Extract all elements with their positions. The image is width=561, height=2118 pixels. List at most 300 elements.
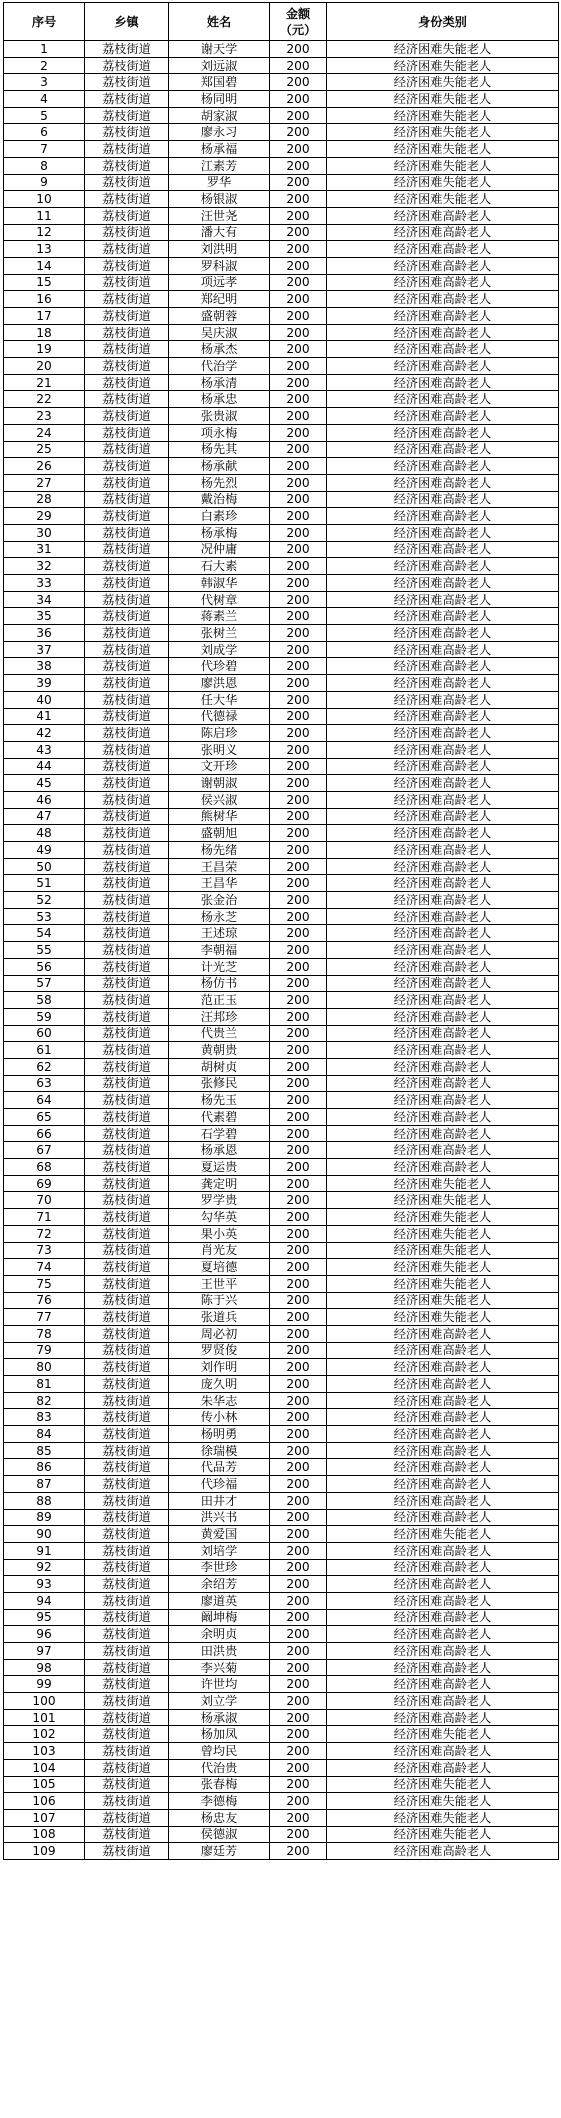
cell-amount: 200 <box>270 341 327 358</box>
cell-category: 经济困难失能老人 <box>327 174 559 191</box>
table-row <box>4 1225 559 1242</box>
table-row <box>4 1192 559 1209</box>
cell-category: 经济困难高龄老人 <box>327 207 559 224</box>
table-row <box>4 508 559 525</box>
table-row <box>4 458 559 475</box>
cell-index: 33 <box>4 575 85 592</box>
cell-category: 经济困难高龄老人 <box>327 625 559 642</box>
cell-category: 经济困难高龄老人 <box>327 725 559 742</box>
cell-index: 71 <box>4 1209 85 1226</box>
table-row <box>4 1109 559 1126</box>
cell-index: 31 <box>4 541 85 558</box>
cell-index: 91 <box>4 1542 85 1559</box>
cell-index: 94 <box>4 1592 85 1609</box>
cell-index: 27 <box>4 474 85 491</box>
cell-index: 6 <box>4 124 85 141</box>
table-row <box>4 441 559 458</box>
cell-town: 荔枝街道 <box>85 1609 169 1626</box>
cell-town: 荔枝街道 <box>85 1259 169 1276</box>
cell-amount: 200 <box>270 157 327 174</box>
cell-index: 17 <box>4 308 85 325</box>
cell-amount: 200 <box>270 1693 327 1710</box>
cell-category: 经济困难失能老人 <box>327 1526 559 1543</box>
cell-name: 廖道英 <box>169 1592 270 1609</box>
cell-category: 经济困难高龄老人 <box>327 1042 559 1059</box>
cell-category: 经济困难高龄老人 <box>327 992 559 1009</box>
table-row <box>4 858 559 875</box>
table-row <box>4 1209 559 1226</box>
cell-town: 荔枝街道 <box>85 625 169 642</box>
cell-category: 经济困难高龄老人 <box>327 274 559 291</box>
cell-town: 荔枝街道 <box>85 1492 169 1509</box>
cell-name: 杨承杰 <box>169 341 270 358</box>
cell-amount: 200 <box>270 992 327 1009</box>
cell-name: 罗贤俊 <box>169 1342 270 1359</box>
cell-town: 荔枝街道 <box>85 1776 169 1793</box>
table-row <box>4 1609 559 1626</box>
cell-name: 张明义 <box>169 741 270 758</box>
cell-name: 任大华 <box>169 691 270 708</box>
header-row <box>4 3 559 41</box>
cell-category: 经济困难高龄老人 <box>327 1109 559 1126</box>
cell-amount: 200 <box>270 1609 327 1626</box>
cell-amount: 200 <box>270 1776 327 1793</box>
table-row <box>4 1759 559 1776</box>
cell-amount: 200 <box>270 608 327 625</box>
cell-name: 杨先烈 <box>169 474 270 491</box>
cell-index: 107 <box>4 1809 85 1826</box>
table-row <box>4 1025 559 1042</box>
cell-category: 经济困难失能老人 <box>327 1726 559 1743</box>
cell-name: 计光芝 <box>169 958 270 975</box>
cell-amount: 200 <box>270 975 327 992</box>
cell-amount: 200 <box>270 1659 327 1676</box>
cell-index: 96 <box>4 1626 85 1643</box>
cell-category: 经济困难高龄老人 <box>327 341 559 358</box>
cell-category: 经济困难高龄老人 <box>327 875 559 892</box>
cell-name: 杨永芝 <box>169 908 270 925</box>
cell-town: 荔枝街道 <box>85 1342 169 1359</box>
cell-category: 经济困难高龄老人 <box>327 1592 559 1609</box>
cell-name: 阚坤梅 <box>169 1609 270 1626</box>
cell-index: 72 <box>4 1225 85 1242</box>
cell-town: 荔枝街道 <box>85 875 169 892</box>
cell-amount: 200 <box>270 474 327 491</box>
cell-town: 荔枝街道 <box>85 1659 169 1676</box>
cell-category: 经济困难高龄老人 <box>327 541 559 558</box>
cell-amount: 200 <box>270 1309 327 1326</box>
cell-name: 代德禄 <box>169 708 270 725</box>
cell-index: 64 <box>4 1092 85 1109</box>
cell-amount: 200 <box>270 491 327 508</box>
cell-category: 经济困难失能老人 <box>327 1192 559 1209</box>
cell-name: 杨加凤 <box>169 1726 270 1743</box>
table-row <box>4 1826 559 1843</box>
cell-amount: 200 <box>270 1159 327 1176</box>
cell-index: 88 <box>4 1492 85 1509</box>
table-row <box>4 324 559 341</box>
table-row <box>4 424 559 441</box>
cell-town: 荔枝街道 <box>85 541 169 558</box>
cell-category: 经济困难失能老人 <box>327 1292 559 1309</box>
cell-town: 荔枝街道 <box>85 374 169 391</box>
cell-index: 60 <box>4 1025 85 1042</box>
cell-town: 荔枝街道 <box>85 992 169 1009</box>
cell-town: 荔枝街道 <box>85 1693 169 1710</box>
table-row <box>4 1776 559 1793</box>
cell-index: 78 <box>4 1325 85 1342</box>
cell-index: 86 <box>4 1459 85 1476</box>
cell-category: 经济困难高龄老人 <box>327 1559 559 1576</box>
cell-category: 经济困难高龄老人 <box>327 1125 559 1142</box>
table-row <box>4 1726 559 1743</box>
cell-category: 经济困难高龄老人 <box>327 391 559 408</box>
cell-category: 经济困难高龄老人 <box>327 491 559 508</box>
table-row <box>4 1542 559 1559</box>
cell-town: 荔枝街道 <box>85 1175 169 1192</box>
table-row <box>4 558 559 575</box>
cell-town: 荔枝街道 <box>85 1442 169 1459</box>
cell-index: 53 <box>4 908 85 925</box>
cell-amount: 200 <box>270 391 327 408</box>
cell-name: 蒋素兰 <box>169 608 270 625</box>
cell-town: 荔枝街道 <box>85 1743 169 1760</box>
table-row <box>4 875 559 892</box>
cell-index: 21 <box>4 374 85 391</box>
cell-town: 荔枝街道 <box>85 775 169 792</box>
table-row <box>4 842 559 859</box>
table-row <box>4 1309 559 1326</box>
cell-town: 荔枝街道 <box>85 791 169 808</box>
cell-category: 经济困难高龄老人 <box>327 608 559 625</box>
table-row <box>4 391 559 408</box>
cell-name: 田井才 <box>169 1492 270 1509</box>
cell-name: 谢朝淑 <box>169 775 270 792</box>
cell-category: 经济困难高龄老人 <box>327 224 559 241</box>
cell-name: 代治贵 <box>169 1759 270 1776</box>
cell-amount: 200 <box>270 1376 327 1393</box>
cell-category: 经济困难高龄老人 <box>327 408 559 425</box>
cell-town: 荔枝街道 <box>85 575 169 592</box>
table-row <box>4 725 559 742</box>
cell-index: 19 <box>4 341 85 358</box>
cell-index: 1 <box>4 41 85 58</box>
cell-index: 73 <box>4 1242 85 1259</box>
table-row <box>4 1175 559 1192</box>
table-row <box>4 708 559 725</box>
cell-index: 16 <box>4 291 85 308</box>
table-row <box>4 1058 559 1075</box>
table-row <box>4 41 559 58</box>
cell-amount: 200 <box>270 1008 327 1025</box>
cell-index: 83 <box>4 1409 85 1426</box>
cell-town: 荔枝街道 <box>85 57 169 74</box>
cell-town: 荔枝街道 <box>85 691 169 708</box>
cell-name: 刘洪明 <box>169 241 270 258</box>
cell-index: 25 <box>4 441 85 458</box>
cell-amount: 200 <box>270 541 327 558</box>
cell-town: 荔枝街道 <box>85 1793 169 1810</box>
cell-name: 杨承献 <box>169 458 270 475</box>
cell-category: 经济困难高龄老人 <box>327 291 559 308</box>
cell-town: 荔枝街道 <box>85 558 169 575</box>
cell-town: 荔枝街道 <box>85 1409 169 1426</box>
cell-town: 荔枝街道 <box>85 1426 169 1443</box>
cell-category: 经济困难失能老人 <box>327 157 559 174</box>
cell-amount: 200 <box>270 141 327 158</box>
cell-index: 50 <box>4 858 85 875</box>
cell-amount: 200 <box>270 1192 327 1209</box>
cell-amount: 200 <box>270 1576 327 1593</box>
cell-town: 荔枝街道 <box>85 308 169 325</box>
cell-category: 经济困难高龄老人 <box>327 257 559 274</box>
table-row <box>4 1042 559 1059</box>
table-row <box>4 658 559 675</box>
table-row <box>4 1643 559 1660</box>
cell-category: 经济困难高龄老人 <box>327 1626 559 1643</box>
cell-town: 荔枝街道 <box>85 1192 169 1209</box>
cell-category: 经济困难高龄老人 <box>327 575 559 592</box>
cell-town: 荔枝街道 <box>85 1809 169 1826</box>
cell-name: 杨明勇 <box>169 1426 270 1443</box>
cell-name: 张道兵 <box>169 1309 270 1326</box>
table-row <box>4 107 559 124</box>
cell-town: 荔枝街道 <box>85 708 169 725</box>
cell-index: 28 <box>4 491 85 508</box>
cell-amount: 200 <box>270 675 327 692</box>
cell-index: 57 <box>4 975 85 992</box>
cell-index: 22 <box>4 391 85 408</box>
cell-category: 经济困难高龄老人 <box>327 1092 559 1109</box>
cell-category: 经济困难高龄老人 <box>327 892 559 909</box>
cell-amount: 200 <box>270 274 327 291</box>
cell-category: 经济困难失能老人 <box>327 141 559 158</box>
cell-name: 谢天学 <box>169 41 270 58</box>
cell-town: 荔枝街道 <box>85 1008 169 1025</box>
header-index: 序号 <box>4 3 85 41</box>
cell-amount: 200 <box>270 1459 327 1476</box>
cell-amount: 200 <box>270 725 327 742</box>
cell-index: 23 <box>4 408 85 425</box>
cell-amount: 200 <box>270 942 327 959</box>
cell-town: 荔枝街道 <box>85 892 169 909</box>
cell-town: 荔枝街道 <box>85 1376 169 1393</box>
table-row <box>4 958 559 975</box>
cell-name: 刘成学 <box>169 641 270 658</box>
cell-name: 李兴菊 <box>169 1659 270 1676</box>
table-row <box>4 758 559 775</box>
cell-index: 62 <box>4 1058 85 1075</box>
cell-town: 荔枝街道 <box>85 1225 169 1242</box>
table-row <box>4 1259 559 1276</box>
cell-index: 70 <box>4 1192 85 1209</box>
table-row <box>4 975 559 992</box>
cell-index: 11 <box>4 207 85 224</box>
table-row <box>4 174 559 191</box>
cell-amount: 200 <box>270 658 327 675</box>
cell-index: 103 <box>4 1743 85 1760</box>
cell-index: 97 <box>4 1643 85 1660</box>
cell-amount: 200 <box>270 1392 327 1409</box>
cell-category: 经济困难失能老人 <box>327 1793 559 1810</box>
cell-town: 荔枝街道 <box>85 1242 169 1259</box>
cell-town: 荔枝街道 <box>85 1042 169 1059</box>
cell-index: 54 <box>4 925 85 942</box>
table-row <box>4 1125 559 1142</box>
table-row <box>4 1592 559 1609</box>
cell-category: 经济困难高龄老人 <box>327 474 559 491</box>
cell-category: 经济困难高龄老人 <box>327 591 559 608</box>
cell-index: 40 <box>4 691 85 708</box>
cell-index: 8 <box>4 157 85 174</box>
cell-town: 荔枝街道 <box>85 1643 169 1660</box>
cell-town: 荔枝街道 <box>85 341 169 358</box>
cell-amount: 200 <box>270 1726 327 1743</box>
cell-amount: 200 <box>270 424 327 441</box>
table-row <box>4 207 559 224</box>
cell-index: 109 <box>4 1843 85 1860</box>
cell-town: 荔枝街道 <box>85 1843 169 1860</box>
cell-name: 况仲庸 <box>169 541 270 558</box>
cell-name: 张贵淑 <box>169 408 270 425</box>
table-row <box>4 74 559 91</box>
cell-name: 杨仿书 <box>169 975 270 992</box>
cell-category: 经济困难失能老人 <box>327 107 559 124</box>
cell-amount: 200 <box>270 324 327 341</box>
cell-name: 侯兴淑 <box>169 791 270 808</box>
cell-town: 荔枝街道 <box>85 1759 169 1776</box>
cell-amount: 200 <box>270 458 327 475</box>
cell-category: 经济困难高龄老人 <box>327 925 559 942</box>
cell-name: 杨承福 <box>169 141 270 158</box>
cell-town: 荔枝街道 <box>85 107 169 124</box>
cell-town: 荔枝街道 <box>85 241 169 258</box>
cell-amount: 200 <box>270 958 327 975</box>
cell-name: 陈启珍 <box>169 725 270 742</box>
table-body <box>4 41 559 1860</box>
cell-category: 经济困难失能老人 <box>327 1242 559 1259</box>
cell-town: 荔枝街道 <box>85 124 169 141</box>
cell-category: 经济困难高龄老人 <box>327 908 559 925</box>
table-row <box>4 1676 559 1693</box>
table-row <box>4 641 559 658</box>
table-row <box>4 1626 559 1643</box>
header-category: 身份类别 <box>327 3 559 41</box>
cell-town: 荔枝街道 <box>85 324 169 341</box>
cell-name: 盛朝旭 <box>169 825 270 842</box>
table-row <box>4 1709 559 1726</box>
cell-category: 经济困难失能老人 <box>327 1826 559 1843</box>
cell-index: 106 <box>4 1793 85 1810</box>
header-town: 乡镇 <box>85 3 169 41</box>
cell-amount: 200 <box>270 1209 327 1226</box>
cell-amount: 200 <box>270 91 327 108</box>
cell-amount: 200 <box>270 191 327 208</box>
table-row <box>4 825 559 842</box>
cell-town: 荔枝街道 <box>85 1109 169 1126</box>
cell-name: 代贵兰 <box>169 1025 270 1042</box>
cell-name: 代素碧 <box>169 1109 270 1126</box>
cell-town: 荔枝街道 <box>85 458 169 475</box>
table-row <box>4 374 559 391</box>
cell-index: 18 <box>4 324 85 341</box>
cell-name: 胡家淑 <box>169 107 270 124</box>
cell-category: 经济困难高龄老人 <box>327 308 559 325</box>
cell-category: 经济困难高龄老人 <box>327 508 559 525</box>
cell-category: 经济困难高龄老人 <box>327 1058 559 1075</box>
table-row <box>4 1092 559 1109</box>
cell-name: 李世珍 <box>169 1559 270 1576</box>
table-row <box>4 1426 559 1443</box>
cell-index: 82 <box>4 1392 85 1409</box>
cell-amount: 200 <box>270 641 327 658</box>
cell-amount: 200 <box>270 1826 327 1843</box>
header-amount-line2: （元） <box>279 22 317 37</box>
cell-name: 范正玉 <box>169 992 270 1009</box>
table-row <box>4 1392 559 1409</box>
cell-name: 杨承淑 <box>169 1709 270 1726</box>
cell-town: 荔枝街道 <box>85 224 169 241</box>
cell-index: 41 <box>4 708 85 725</box>
cell-name: 果小英 <box>169 1225 270 1242</box>
cell-index: 26 <box>4 458 85 475</box>
table-row <box>4 1159 559 1176</box>
cell-index: 32 <box>4 558 85 575</box>
cell-town: 荔枝街道 <box>85 141 169 158</box>
table-row <box>4 57 559 74</box>
cell-amount: 200 <box>270 241 327 258</box>
table-row <box>4 1075 559 1092</box>
cell-index: 47 <box>4 808 85 825</box>
table-row <box>4 925 559 942</box>
cell-town: 荔枝街道 <box>85 1309 169 1326</box>
cell-amount: 200 <box>270 408 327 425</box>
cell-name: 戴治梅 <box>169 491 270 508</box>
cell-category: 经济困难高龄老人 <box>327 441 559 458</box>
cell-index: 87 <box>4 1476 85 1493</box>
cell-category: 经济困难高龄老人 <box>327 1008 559 1025</box>
cell-name: 曾均民 <box>169 1743 270 1760</box>
table-row <box>4 257 559 274</box>
cell-town: 荔枝街道 <box>85 91 169 108</box>
cell-index: 85 <box>4 1442 85 1459</box>
cell-name: 代珍福 <box>169 1476 270 1493</box>
table-row <box>4 1459 559 1476</box>
cell-amount: 200 <box>270 1592 327 1609</box>
cell-town: 荔枝街道 <box>85 1359 169 1376</box>
cell-category: 经济困难高龄老人 <box>327 1075 559 1092</box>
cell-amount: 200 <box>270 1359 327 1376</box>
cell-amount: 200 <box>270 925 327 942</box>
cell-amount: 200 <box>270 1793 327 1810</box>
cell-town: 荔枝街道 <box>85 508 169 525</box>
cell-category: 经济困难高龄老人 <box>327 775 559 792</box>
cell-town: 荔枝街道 <box>85 1142 169 1159</box>
cell-amount: 200 <box>270 124 327 141</box>
cell-index: 68 <box>4 1159 85 1176</box>
cell-category: 经济困难高龄老人 <box>327 241 559 258</box>
cell-category: 经济困难高龄老人 <box>327 1442 559 1459</box>
cell-town: 荔枝街道 <box>85 524 169 541</box>
cell-index: 5 <box>4 107 85 124</box>
table-row <box>4 274 559 291</box>
cell-name: 周必初 <box>169 1325 270 1342</box>
cell-town: 荔枝街道 <box>85 1826 169 1843</box>
cell-town: 荔枝街道 <box>85 291 169 308</box>
cell-category: 经济困难高龄老人 <box>327 1359 559 1376</box>
cell-name: 熊树华 <box>169 808 270 825</box>
cell-town: 荔枝街道 <box>85 1542 169 1559</box>
